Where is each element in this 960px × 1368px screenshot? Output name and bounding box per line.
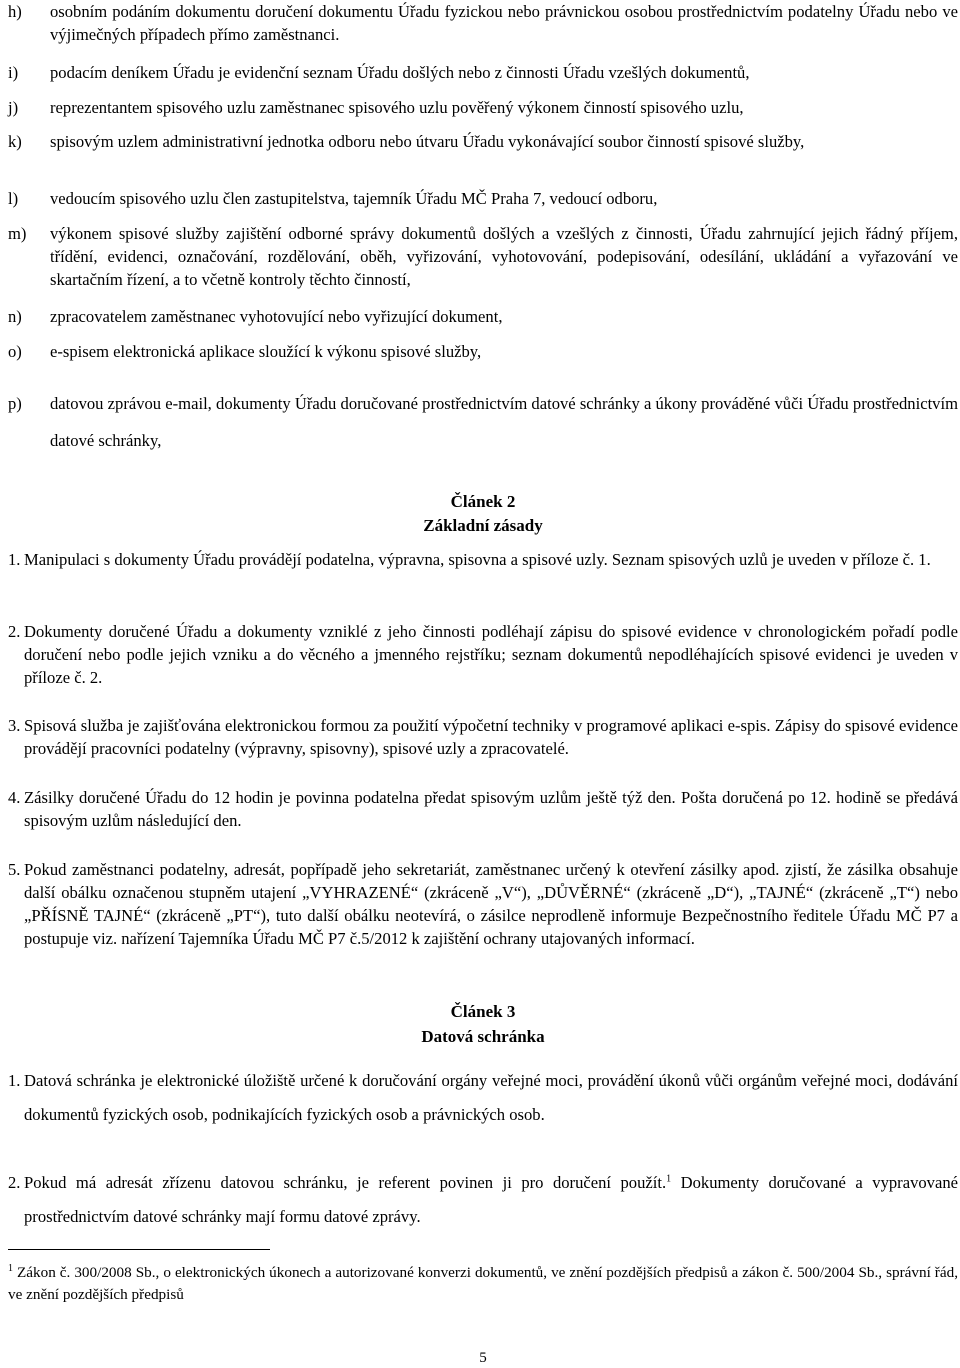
definition-text: výkonem spisové služby zajištění odborné správy dokumentů došlých a vzešlých z činnosti, Úřadu zahrnující jejich řádný příjem, třídění, evidenci, označování, rozdělování, oběh, vyřizování, vyhotovování, podepisování, odesílání, ukládání a vyřazování ve skartačním řízení, a to včetně kontroly těchto činností, (50, 224, 958, 289)
article-3-subheading: Datová schránka (421, 1027, 545, 1046)
definition-item-h (8, 0, 958, 46)
paragraph-text: Pokud zaměstnanci podatelny, adresát, popřípadě jeho sekretariát, zaměstnanec určený k otevření zásilky apod. zjistí, že zásilka obsahuje další obálku označenou stupněm utajení „VYHRAZENÉ“ (zkráceně „V“), „DŮVĚRNÉ“ (zkráceně „D“), „TAJNÉ“ (zkráceně „T“) nebo „PŘÍSNĚ TAJNÉ“ (zkráceně „PT“), tuto další obálku neotevírá, o zásilce neprodleně informuje Bezpečnostního ředitele Úřadu MČ P7 a postupuje viz. nařízení Tajemníka Úřadu MČ P7 č.5/2012 k zajištění ochrany utajovaných informací. (24, 860, 958, 948)
definition-item-l (8, 187, 958, 210)
definition-text: e-spisem elektronická aplikace sloužící k výkonu spisové služby, (50, 342, 482, 361)
definition-item-n (8, 305, 958, 328)
definition-text: vedoucím spisového uzlu člen zastupitelstva, tajemník Úřadu MČ Praha 7, vedoucí odboru, (50, 189, 658, 208)
paragraph-text: Zásilky doručené Úřadu do 12 hodin je povinna podatelna předat spisovým uzlům ještě týž den. Pošta doručená po 12. hodině se předává spisovým uzlům následující den. (24, 788, 958, 830)
paragraph-text-part: Pokud má adresát zřízenu datovou schránku, je referent povinen ji pro doručení použít. (24, 1173, 667, 1192)
article-2-paragraph-1 (8, 548, 958, 571)
paragraph-number: 1. (8, 1071, 21, 1090)
article-3-paragraph-1 (8, 1064, 958, 1132)
footnote (8, 1262, 958, 1306)
definition-text: podacím deníkem Úřadu je evidenční seznam Úřadu došlých nebo z činnosti Úřadu vzešlých dokumentů, (50, 63, 750, 82)
definition-text: zpracovatelem zaměstnanec vyhotovující nebo vyřizující dokument, (50, 307, 503, 326)
definition-item-o (8, 340, 958, 363)
article-3-heading: Článek 3 (450, 1002, 516, 1021)
document-page (8, 0, 958, 1368)
article-2-paragraph-5 (8, 858, 958, 950)
page-number: 5 (479, 1350, 487, 1366)
paragraph-number: 3. (8, 716, 21, 735)
footnote-separator (8, 1249, 270, 1250)
definition-label: k) (8, 132, 22, 151)
definition-item-j (8, 96, 958, 119)
definition-label: i) (8, 63, 19, 82)
footnote-reference: 1 (666, 1173, 672, 1185)
definition-label: m) (8, 224, 27, 243)
paragraph-text (24, 1166, 958, 1234)
definition-text: osobním podáním dokumentu doručení dokumentu Úřadu fyzickou nebo právnickou osobou prostřednictvím podatelny Úřadu nebo ve výjimečných případech přímo zaměstnanci. (50, 2, 958, 44)
definition-label: n) (8, 307, 22, 326)
definition-label: h) (8, 2, 22, 21)
article-2-paragraph-4 (8, 786, 958, 832)
definition-text: datovou zprávou e-mail, dokumenty Úřadu doručované prostřednictvím datové schránky a úkony prováděné vůči Úřadu prostřednictvím datové schránky, (50, 394, 958, 450)
definition-label: o) (8, 342, 22, 361)
paragraph-number: 2. (8, 622, 21, 641)
definition-item-p (8, 385, 958, 459)
paragraph-text: Manipulaci s dokumenty Úřadu provádějí podatelna, výpravna, spisovna a spisové uzly. Seznam spisových uzlů je uveden v příloze č. 1. (24, 550, 931, 569)
paragraph-number: 2. (8, 1173, 21, 1192)
footnote-marker: 1 (8, 1262, 13, 1274)
definition-item-i (8, 61, 958, 84)
definition-text: spisovým uzlem administrativní jednotka odboru nebo útvaru Úřadu vykonávající soubor činností spisové služby, (50, 132, 805, 151)
article-2-paragraph-2 (8, 620, 958, 689)
footnote-text: Zákon č. 300/2008 Sb., o elektronických úkonech a autorizované konverzi dokumentů, ve znění pozdějších předpisů a zákon č. 500/2004 Sb., správní řád, ve znění pozdějších předpisů (8, 1264, 958, 1303)
paragraph-number: 4. (8, 788, 21, 807)
paragraph-text: Dokumenty doručené Úřadu a dokumenty vzniklé z jeho činnosti podléhají zápisu do spisové evidence v chronologickém pořadí podle doručení nebo podle jejich vzniku a do věcného a jmenného rejstříku; seznam dokumentů nepodléhajících spisové evidenci je uveden v příloze č. 2. (24, 622, 958, 687)
paragraph-text: Datová schránka je elektronické úložiště určené k doručování orgány veřejné moci, provádění úkonů vůči orgánům veřejné moci, dodávání dokumentů fyzických osob, podnikajících fyzických osob a právnických osob. (24, 1071, 958, 1124)
article-2-heading: Článek 2 (450, 492, 516, 511)
definition-text: reprezentantem spisového uzlu zaměstnanec spisového uzlu pověřený výkonem činností spisového uzlu, (50, 98, 744, 117)
article-2-subheading: Základní zásady (423, 516, 543, 535)
article-3-paragraph-2 (8, 1166, 958, 1234)
paragraph-number: 1. (8, 550, 21, 569)
definition-item-m (8, 222, 958, 291)
paragraph-text: Spisová služba je zajišťována elektronickou formou za použití výpočetní techniky v programové aplikaci e-spis. Zápisy do spisové evidence provádějí pracovníci podatelny (výpravny, spisovny), spisové uzly a zpracovatelé. (24, 716, 958, 758)
definition-item-k (8, 130, 958, 153)
definition-label: l) (8, 189, 19, 208)
paragraph-text-part: Dokumenty doručované a vypravované prostřednictvím datové schránky mají formu datové zprávy. (24, 1173, 958, 1226)
definition-label: j) (8, 98, 19, 117)
paragraph-number: 5. (8, 860, 21, 879)
definition-label: p) (8, 394, 22, 413)
article-2-paragraph-3 (8, 714, 958, 760)
